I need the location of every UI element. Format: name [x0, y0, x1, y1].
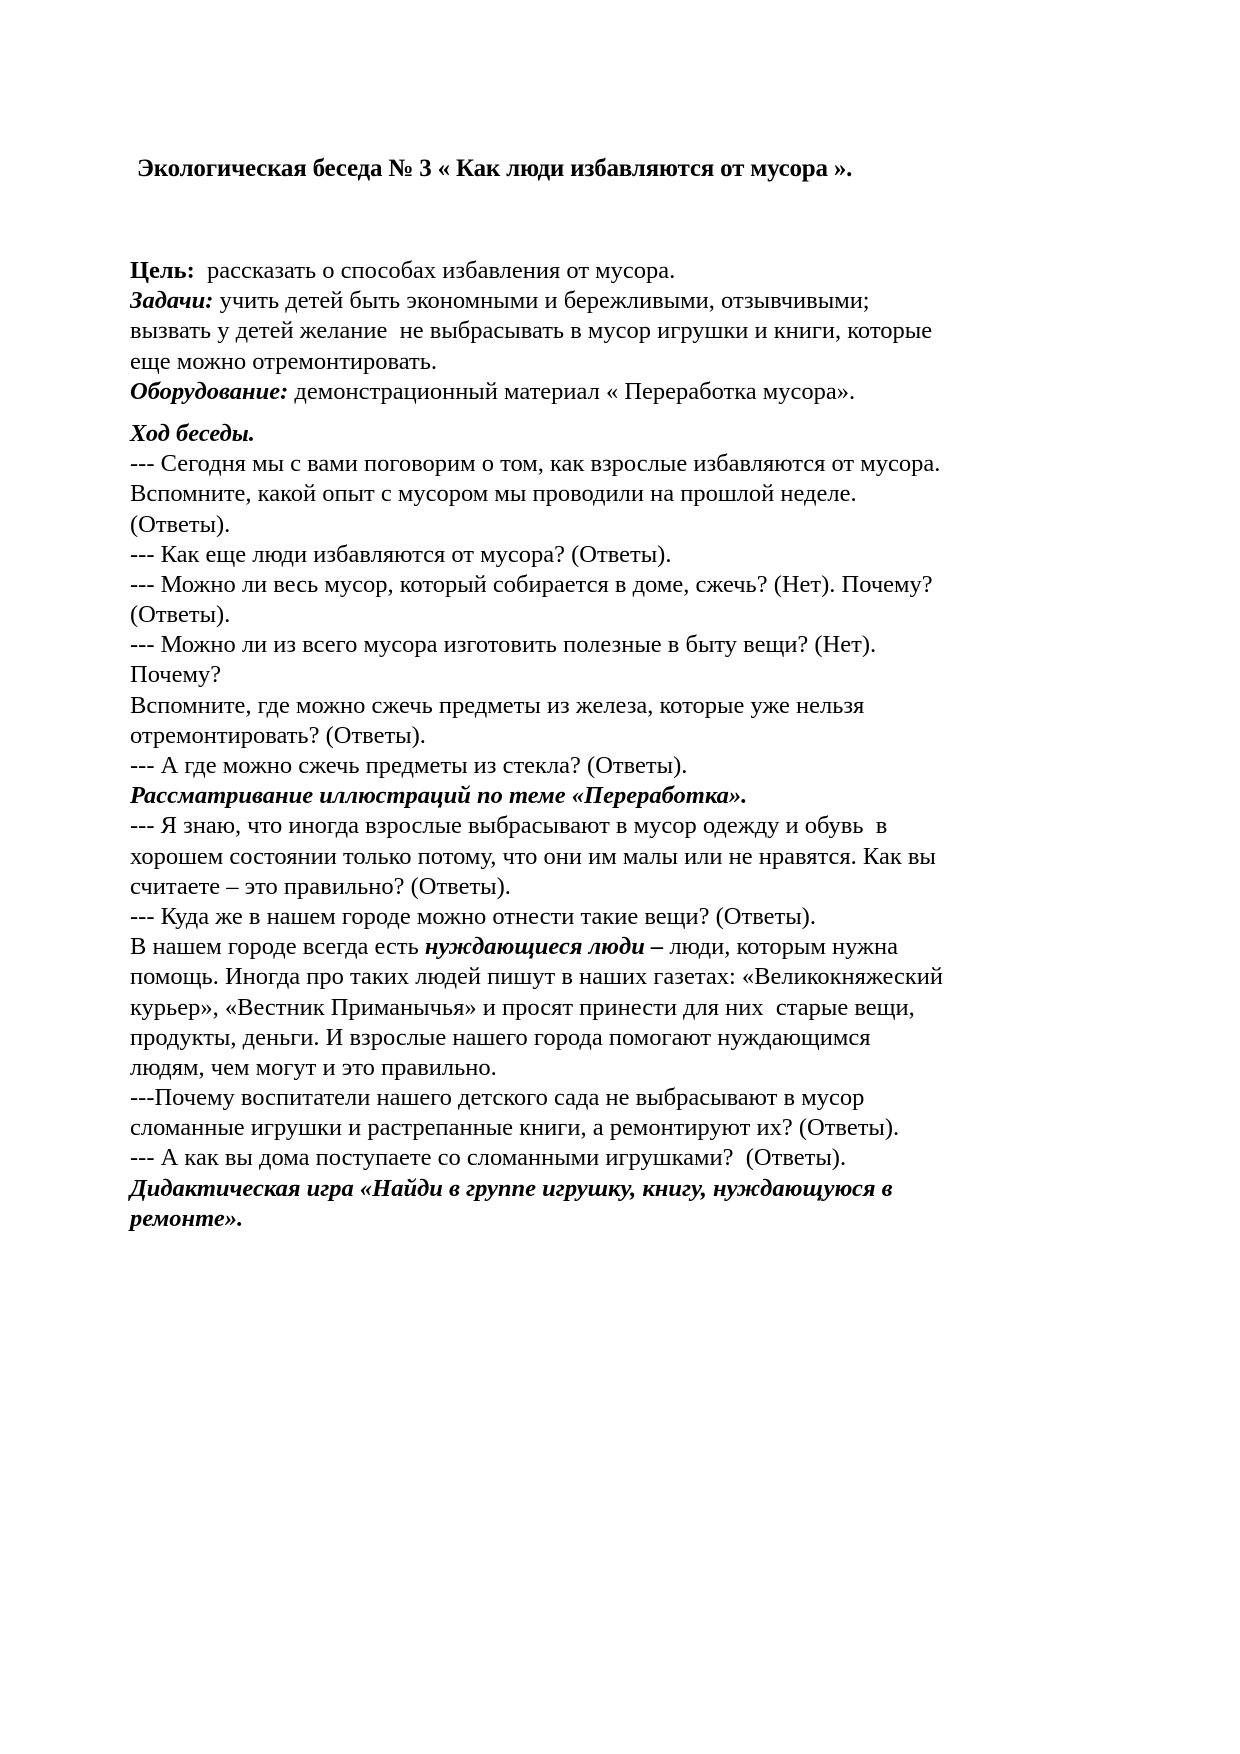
procedure-line: --- А где можно сжечь предметы из стекла? (Ответы).: [130, 752, 688, 779]
equipment-line: [130, 377, 1130, 407]
goal-line: [130, 256, 1130, 286]
illustrations-line: --- Куда же в нашем городе можно отнести такие вещи? (Ответы).: [130, 902, 816, 930]
tasks-text-1: учить детей быть экономными и бережливыми, отзывчивыми;: [213, 287, 870, 315]
equipment-label: Оборудование:: [130, 377, 289, 405]
illustrations-heading: Рассматривание иллюстраций по теме «Переработка».: [130, 782, 748, 810]
document-body: [130, 256, 1130, 1234]
spacer: [130, 407, 1130, 419]
procedure-line: (Ответы).: [130, 510, 231, 538]
illustrations-line: помощь. Иногда про таких людей пишут в наших газетах: «Великокняжеский: [130, 963, 943, 991]
goal-label: Цель:: [130, 257, 195, 284]
illustrations-line: продукты, деньги. И взрослые нашего города помогают нуждающимся: [130, 1023, 871, 1051]
illustrations-line: --- А как вы дома поступаете со сломанными игрушками? (Ответы).: [130, 1144, 847, 1172]
goal-text: рассказать о способах избавления от мусора.: [194, 257, 676, 284]
equipment-text: демонстрационный материал « Переработка мусора».: [288, 377, 856, 405]
illustrations-line: сломанные игрушки и растрепанные книги, а ремонтируют их? (Ответы).: [130, 1114, 900, 1142]
needy-after: люди, которым нужна: [663, 933, 898, 961]
illustrations-line: людям, чем могут и это правильно.: [130, 1053, 497, 1081]
tasks-label: Задачи:: [130, 287, 214, 315]
needy-people-line: [130, 932, 1130, 962]
game-heading-line-1: Дидактическая игра «Найди в группе игрушку, книгу, нуждающуюся в: [130, 1174, 893, 1202]
illustrations-line: курьер», «Вестник Приманычья» и просят принести для них старые вещи,: [130, 993, 915, 1021]
tasks-line-1: [130, 286, 1130, 316]
procedure-line: --- Можно ли из всего мусора изготовить полезные в быту вещи? (Нет).: [130, 631, 877, 659]
procedure-heading: Ход беседы.: [130, 419, 255, 447]
procedure-line: (Ответы).: [130, 601, 231, 629]
procedure-line: --- Сегодня мы с вами поговорим о том, как взрослые избавляются от мусора.: [130, 450, 941, 478]
tasks-line-3: еще можно отремонтировать.: [130, 347, 438, 375]
procedure-line: Вспомните, где можно сжечь предметы из железа, которые уже нельзя: [130, 691, 865, 719]
procedure-line: отремонтировать? (Ответы).: [130, 721, 426, 749]
procedure-line: Вспомните, какой опыт с мусором мы проводили на прошлой неделе.: [130, 480, 857, 508]
game-heading-line-2: ремонте».: [130, 1204, 244, 1232]
procedure-line: --- Можно ли весь мусор, который собирается в доме, сжечь? (Нет). Почему?: [130, 570, 933, 598]
illustrations-line: ---Почему воспитатели нашего детского сада не выбрасывают в мусор: [130, 1084, 865, 1112]
illustrations-line: --- Я знаю, что иногда взрослые выбрасывают в мусор одежду и обувь в: [130, 812, 888, 840]
needy-emphasis: нуждающиеся люди –: [424, 933, 664, 961]
illustrations-line: хорошем состоянии только потому, что они им малы или не нравятся. Как вы: [130, 842, 936, 870]
illustrations-line: считаете – это правильно? (Ответы).: [130, 872, 511, 900]
procedure-line: --- Как еще люди избавляются от мусора? (Ответы).: [130, 540, 672, 568]
needy-before: В нашем городе всегда есть: [130, 933, 425, 961]
procedure-line: Почему?: [130, 661, 222, 689]
tasks-line-2: вызвать у детей желание не выбрасывать в мусор игрушки и книги, которые: [130, 317, 933, 345]
document-title: Экологическая беседа № 3 « Как люди избавляются от мусора ».: [137, 155, 853, 182]
